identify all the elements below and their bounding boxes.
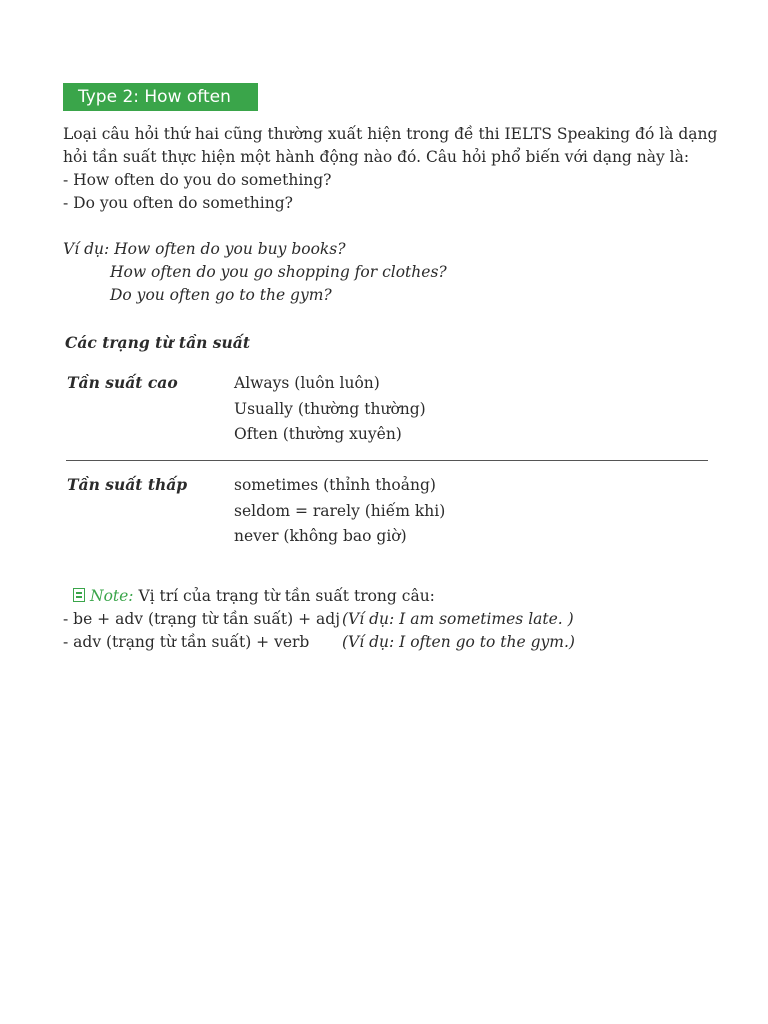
rule-formula: - adv (trạng từ tần suất) + verb xyxy=(63,633,310,651)
note-label: Note: xyxy=(90,587,134,605)
low-frequency-label: Tần suất thấp xyxy=(67,475,188,494)
adverb-item: Often (thường xuyên) xyxy=(234,425,402,443)
adverbs-title: Các trạng từ tần suất xyxy=(65,333,250,352)
intro-line: Loại câu hỏi thứ hai cũng thường xuất hiện trong đề thi IELTS Speaking đó là dạng xyxy=(63,125,718,143)
note-text: Vị trí của trạng từ tần suất trong câu: xyxy=(133,587,435,605)
high-frequency-list xyxy=(234,371,426,448)
table-divider xyxy=(66,460,708,461)
intro-line: hỏi tần suất thực hiện một hành động nào đó. Câu hỏi phổ biến với dạng này là: xyxy=(63,148,690,166)
example-line: Do you often go to the gym? xyxy=(110,286,332,304)
adverb-item: seldom = rarely (hiếm khi) xyxy=(234,501,446,520)
low-frequency-list xyxy=(234,473,445,550)
rule-formula: - be + adv (trạng từ tần suất) + adj xyxy=(63,610,341,628)
rule-example: (Ví dụ: I am sometimes late. ) xyxy=(342,610,574,628)
section-header xyxy=(63,83,258,111)
adverb-item: sometimes (thỉnh thoảng) xyxy=(234,476,436,494)
note-icon xyxy=(73,588,85,602)
intro-question: - Do you often do something? xyxy=(63,194,293,212)
section-header-title: Type 2: How often xyxy=(78,87,231,107)
example-line: How often do you go shopping for clothes? xyxy=(110,263,447,281)
note-rule xyxy=(63,631,575,654)
examples-block xyxy=(63,238,447,307)
intro-paragraph xyxy=(63,123,717,215)
note-line xyxy=(73,585,435,608)
adverb-item: Usually (thường thường) xyxy=(234,399,426,418)
adverb-item: Always (luôn luôn) xyxy=(234,374,380,392)
note-rule xyxy=(63,608,574,631)
intro-question: - How often do you do something? xyxy=(63,171,332,189)
example-line: Ví dụ: How often do you buy books? xyxy=(63,240,346,258)
high-frequency-label: Tần suất cao xyxy=(67,373,178,392)
adverb-item: never (không bao giờ) xyxy=(234,527,407,545)
rule-example: (Ví dụ: I often go to the gym.) xyxy=(342,633,575,651)
